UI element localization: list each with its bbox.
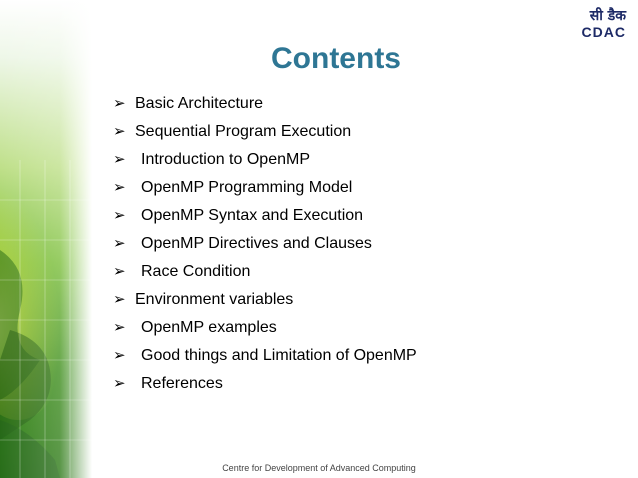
list-item-label: Race Condition	[141, 263, 251, 280]
list-item	[113, 175, 417, 203]
arrow-bullet-icon: ➢	[113, 374, 126, 392]
list-item	[113, 147, 417, 175]
arrow-bullet-icon: ➢	[113, 290, 126, 308]
list-item	[113, 231, 417, 259]
list-item-label: Good things and Limitation of OpenMP	[141, 347, 417, 364]
arrow-bullet-icon: ➢	[113, 206, 126, 224]
list-item-label: Basic Architecture	[135, 95, 264, 112]
arrow-bullet-icon: ➢	[113, 262, 126, 280]
list-item-label: OpenMP Programming Model	[141, 179, 353, 196]
logo-english-text: CDAC	[581, 24, 626, 40]
list-item-label: Introduction to OpenMP	[141, 151, 310, 168]
slide-title: Contents	[271, 42, 401, 75]
logo-hindi-text: सी डैक	[589, 8, 626, 24]
contents-list	[113, 91, 417, 399]
arrow-bullet-icon: ➢	[113, 346, 126, 364]
cdac-logo	[576, 10, 626, 40]
arrow-bullet-icon: ➢	[113, 94, 126, 112]
list-item	[113, 287, 417, 315]
list-item	[113, 203, 417, 231]
list-item-label: OpenMP Directives and Clauses	[141, 235, 372, 252]
list-item-label: Sequential Program Execution	[135, 123, 352, 140]
list-item-label: OpenMP examples	[141, 319, 277, 336]
arrow-bullet-icon: ➢	[113, 122, 126, 140]
list-item	[113, 259, 417, 287]
list-item	[113, 91, 417, 119]
arrow-bullet-icon: ➢	[113, 150, 126, 168]
arrow-bullet-icon: ➢	[113, 234, 126, 252]
list-item-label: OpenMP Syntax and Execution	[141, 207, 364, 224]
arrow-bullet-icon: ➢	[113, 318, 126, 336]
footer-text: Centre for Development of Advanced Computing	[222, 463, 416, 473]
list-item-label: Environment variables	[135, 291, 294, 308]
arrow-bullet-icon: ➢	[113, 178, 126, 196]
list-item	[113, 315, 417, 343]
list-item-label: References	[141, 375, 223, 392]
list-item	[113, 371, 417, 399]
list-item	[113, 119, 417, 147]
list-item	[113, 343, 417, 371]
